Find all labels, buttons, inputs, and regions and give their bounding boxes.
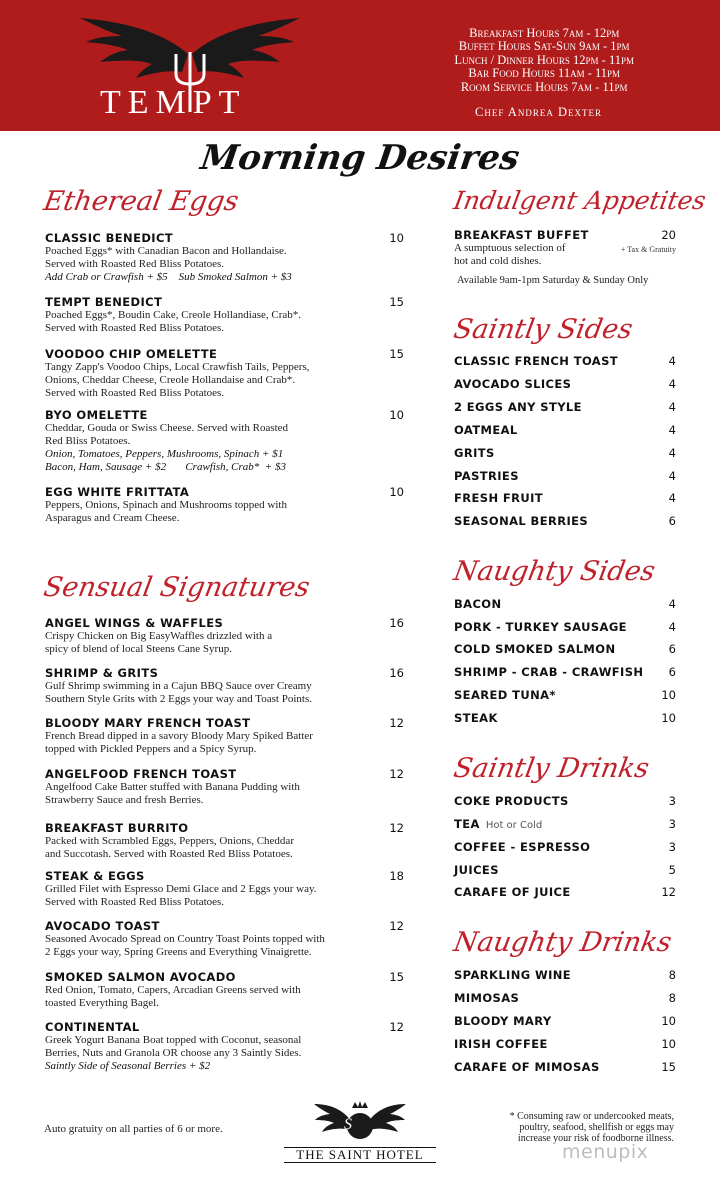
item-price: 12 [389, 1020, 404, 1034]
item-price: 16 [389, 616, 404, 630]
item-description: Peppers, Onions, Spinach and Mushrooms topped with [45, 499, 287, 511]
heading-saintly-sides: Saintly Sides [451, 314, 635, 345]
item-price: 15 [389, 347, 404, 361]
item-price: 6 [668, 514, 676, 528]
item-price: 12 [661, 885, 676, 899]
menu-item [45, 347, 375, 400]
item-price: 4 [668, 620, 676, 634]
item-name: CARAFE OF MIMOSAS [454, 1060, 600, 1074]
item-description: Poached Eggs*, Boudin Cake, Creole Hollandiase, Crab*. [45, 309, 302, 321]
item-price: 4 [668, 597, 676, 611]
item-name: PASTRIES [454, 469, 519, 483]
item-description: French Bread dipped in a savory Bloody Mary Spiked Batter [45, 730, 313, 742]
item-description: topped with Pickled Peppers and a Spicy Syrup. [45, 743, 257, 755]
item-price: 4 [668, 446, 676, 460]
item-name: EGG WHITE FRITTATA [45, 485, 190, 499]
menu-item [45, 869, 380, 909]
item-name: SPARKLING WINE [454, 968, 572, 982]
menu-item [45, 821, 375, 861]
item-note: Hot or Cold [485, 820, 543, 831]
heading-sensual-signatures: Sensual Signatures [41, 572, 313, 603]
item-name: SHRIMP & GRITS [45, 666, 159, 680]
item-name: STEAK [454, 711, 498, 725]
side-item [454, 642, 676, 657]
item-description: Served with Roasted Red Bliss Potatoes. [45, 387, 225, 399]
item-price: 3 [668, 794, 676, 808]
item-price: 12 [389, 767, 404, 781]
item-price: 4 [668, 491, 676, 505]
saint-hotel-logo-icon [312, 1098, 408, 1148]
item-price: 12 [389, 919, 404, 933]
item-description: and Succotash. Served with Roasted Red Bliss Potatoes. [45, 848, 293, 860]
side-item [454, 688, 676, 703]
menu-title: Morning Desires [198, 138, 522, 178]
item-description: Served with Roasted Red Bliss Potatoes. [45, 322, 225, 334]
item-name: SEARED TUNA* [454, 688, 556, 702]
buffet-availability: Available 9am-1pm Saturday & Sunday Only [457, 275, 649, 286]
item-price: 16 [389, 666, 404, 680]
menu-item [45, 716, 380, 756]
item-description: Greek Yogurt Banana Boat topped with Coconut, seasonal [45, 1034, 302, 1046]
item-price: 4 [668, 354, 676, 368]
item-name: PORK - TURKEY SAUSAGE [454, 620, 627, 634]
item-addon: Bacon, Ham, Sausage + $2 Crawfish, Crab* + $3 [45, 461, 286, 473]
side-item [454, 711, 676, 726]
item-name: SEASONAL BERRIES [454, 514, 589, 528]
item-description: Red Bliss Potatoes. [45, 435, 131, 447]
item-name: CARAFE OF JUICE [454, 885, 571, 899]
item-name: ANGEL WINGS & WAFFLES [45, 616, 224, 630]
hours-block [454, 27, 634, 94]
item-price: 15 [389, 970, 404, 984]
side-item [454, 446, 676, 461]
menu-item [45, 919, 380, 959]
item-price: 10 [389, 408, 404, 422]
heading-saintly-drinks: Saintly Drinks [451, 753, 652, 784]
menu-item [45, 666, 380, 706]
item-name: BLOODY MARY FRENCH TOAST [45, 716, 251, 730]
item-price: 3 [668, 840, 676, 854]
item-description: Tangy Zapp's Voodoo Chips, Local Crawfish Tails, Peppers, [45, 361, 310, 373]
side-item [454, 514, 676, 529]
heading-naughty-sides: Naughty Sides [451, 556, 658, 587]
drink-item [454, 863, 676, 878]
item-name: AVOCADO TOAST [45, 919, 160, 933]
item-name: SMOKED SALMON AVOCADO [45, 970, 236, 984]
item-addon: Add Crab or Crawfish + $5 Sub Smoked Salmon + $3 [45, 271, 292, 283]
menu-item [45, 485, 375, 525]
menu-item [45, 970, 375, 1010]
item-description: Southern Style Grits with 2 Eggs your way and Toast Points. [45, 693, 312, 705]
item-price: 18 [389, 869, 404, 883]
item-name: CLASSIC FRENCH TOAST [454, 354, 619, 368]
item-price: 10 [661, 1014, 676, 1028]
item-price: 10 [661, 1037, 676, 1051]
item-description: toasted Everything Bagel. [45, 997, 159, 1009]
item-description: Asparagus and Cream Cheese. [45, 512, 180, 524]
side-item [454, 423, 676, 438]
item-name: BREAKFAST BURRITO [45, 821, 189, 835]
item-price: 12 [389, 821, 404, 835]
item-name: CONTINENTAL [45, 1020, 140, 1034]
drink-item [454, 817, 676, 832]
heading-naughty-drinks: Naughty Drinks [451, 927, 674, 958]
item-name: BACON [454, 597, 502, 611]
drink-item [454, 794, 676, 809]
item-name: TEMPT BENEDICT [45, 295, 163, 309]
item-price: 3 [668, 817, 676, 831]
item-description: Cheddar, Gouda or Swiss Cheese. Served with Roasted [45, 422, 289, 434]
item-price: 15 [389, 295, 404, 309]
item-price: 15 [661, 1060, 676, 1074]
item-name: JUICES [454, 863, 499, 877]
drink-item [454, 840, 676, 855]
drink-item [454, 1014, 676, 1029]
bar-food-hours: Bar Food Hours 11am - 11pm [468, 66, 621, 81]
side-item [454, 377, 676, 392]
heading-indulgent-appetites: Indulgent Appetites [451, 186, 709, 215]
item-description: Crispy Chicken on Big EasyWaffles drizzled with a [45, 630, 273, 642]
advisory-line: poultry, seafood, shellfish or eggs may [519, 1122, 674, 1133]
item-name: 2 EGGS ANY STYLE [454, 400, 582, 414]
item-name: COFFEE - ESPRESSO [454, 840, 591, 854]
breakfast-hours: Breakfast Hours 7am - 12pm [469, 26, 620, 40]
item-description: Angelfood Cake Batter stuffed with Banana Pudding with [45, 781, 300, 793]
item-price: 8 [668, 991, 676, 1005]
item-price: 4 [668, 400, 676, 414]
logo-wordmark: TEMPT [100, 84, 247, 121]
item-name: AVOCADO SLICES [454, 377, 572, 391]
menu-item [45, 767, 375, 807]
item-price: 8 [668, 968, 676, 982]
item-name: ANGELFOOD FRENCH TOAST [45, 767, 237, 781]
tax-note: + Tax & Gratuity [620, 245, 676, 254]
hotel-name: THE SAINT HOTEL [284, 1147, 436, 1163]
buffet-hours: Buffet Hours Sat-Sun 9am - 1pm [458, 39, 630, 54]
item-name: COKE PRODUCTS [454, 794, 569, 808]
item-name: SHRIMP - CRAB - CRAWFISH [454, 665, 644, 679]
item-description: Packed with Scrambled Eggs, Peppers, Onions, Cheddar [45, 835, 294, 847]
header-banner [0, 0, 720, 131]
advisory-line: increase your risk of foodborne illness. [517, 1133, 674, 1144]
item-price: 10 [661, 688, 676, 702]
room-service-hours: Room Service Hours 7am - 11pm [460, 79, 628, 94]
item-name: GRITS [454, 446, 495, 460]
advisory-line: * Consuming raw or undercooked meats, [509, 1111, 674, 1122]
side-item [454, 491, 676, 506]
item-price: 4 [668, 469, 676, 483]
item-description: Onions, Cheddar Cheese, Creole Hollandaise and Crab*. [45, 374, 296, 386]
side-item [454, 400, 676, 415]
item-name: STEAK & EGGS [45, 869, 145, 883]
item-price: 6 [668, 642, 676, 656]
side-item [454, 354, 676, 369]
item-name: MIMOSAS [454, 991, 520, 1005]
item-name: VOODOO CHIP OMELETTE [45, 347, 218, 361]
item-description: Red Onion, Tomato, Capers, Arcadian Greens served with [45, 984, 301, 996]
drink-item [454, 885, 676, 900]
side-item [454, 597, 676, 612]
item-description: A sumptuous selection of [454, 242, 566, 254]
item-name: CLASSIC BENEDICT [45, 231, 174, 245]
item-name: BYO OMELETTE [45, 408, 148, 422]
hotel-initial: S [344, 1116, 352, 1133]
item-name-text: TEA [454, 817, 480, 831]
item-description: Served with Roasted Red Bliss Potatoes. [45, 258, 225, 270]
item-description: hot and cold dishes. [454, 255, 542, 267]
item-price: 5 [668, 863, 676, 877]
lunch-dinner-hours: Lunch / Dinner Hours 12pm - 11pm [454, 52, 634, 67]
item-price: 4 [668, 377, 676, 391]
menu-item [45, 408, 375, 474]
chef-name: Chef Andrea Dexter [475, 105, 602, 119]
item-description: Seasoned Avocado Spread on Country Toast Points topped with [45, 933, 325, 945]
item-name [454, 817, 542, 831]
item-price: 12 [389, 716, 404, 730]
side-item [454, 620, 676, 635]
item-description: Grilled Filet with Espresso Demi Glace and 2 Eggs your way. [45, 883, 317, 895]
consumer-advisory [454, 1111, 674, 1144]
item-name: IRISH COFFEE [454, 1037, 548, 1051]
menu-item [45, 616, 375, 656]
item-description: Gulf Shrimp swimming in a Cajun BBQ Sauce over Creamy [45, 680, 312, 692]
item-name: COLD SMOKED SALMON [454, 642, 616, 656]
item-description: Strawberry Sauce and fresh Berries. [45, 794, 204, 806]
menu-item [45, 295, 375, 335]
item-price: 10 [389, 231, 404, 245]
side-item [454, 665, 676, 680]
item-price: 10 [389, 485, 404, 499]
item-price: 4 [668, 423, 676, 437]
item-description: 2 Eggs your way, Spring Greens and Everything Vinaigrette. [45, 946, 312, 958]
item-price: 20 [661, 228, 676, 242]
item-description: Served with Roasted Red Bliss Potatoes. [45, 896, 225, 908]
heading-ethereal-eggs: Ethereal Eggs [41, 186, 241, 217]
menu-item [45, 231, 375, 284]
item-name: OATMEAL [454, 423, 518, 437]
item-price: 10 [661, 711, 676, 725]
item-description: Berries, Nuts and Granola OR choose any 3 Saintly Sides. [45, 1047, 302, 1059]
menu-item [45, 1020, 375, 1073]
item-description: Poached Eggs* with Canadian Bacon and Hollandaise. [45, 245, 287, 257]
side-item [454, 469, 676, 484]
item-price: 6 [668, 665, 676, 679]
item-addon: Onion, Tomatoes, Peppers, Mushrooms, Spinach + $1 [45, 448, 284, 460]
item-name: FRESH FRUIT [454, 491, 544, 505]
drink-item [454, 991, 676, 1006]
watermark-text: menupix [562, 1141, 649, 1163]
item-name: BREAKFAST BUFFET [454, 228, 589, 242]
item-description: spicy of blend of local Steens Cane Syrup. [45, 643, 232, 655]
drink-item [454, 1037, 676, 1052]
item-name: BLOODY MARY [454, 1014, 552, 1028]
drink-item [454, 1060, 676, 1075]
item-addon: Saintly Side of Seasonal Berries + $2 [45, 1060, 211, 1072]
gratuity-note: Auto gratuity on all parties of 6 or more. [44, 1123, 223, 1135]
drink-item [454, 968, 676, 983]
